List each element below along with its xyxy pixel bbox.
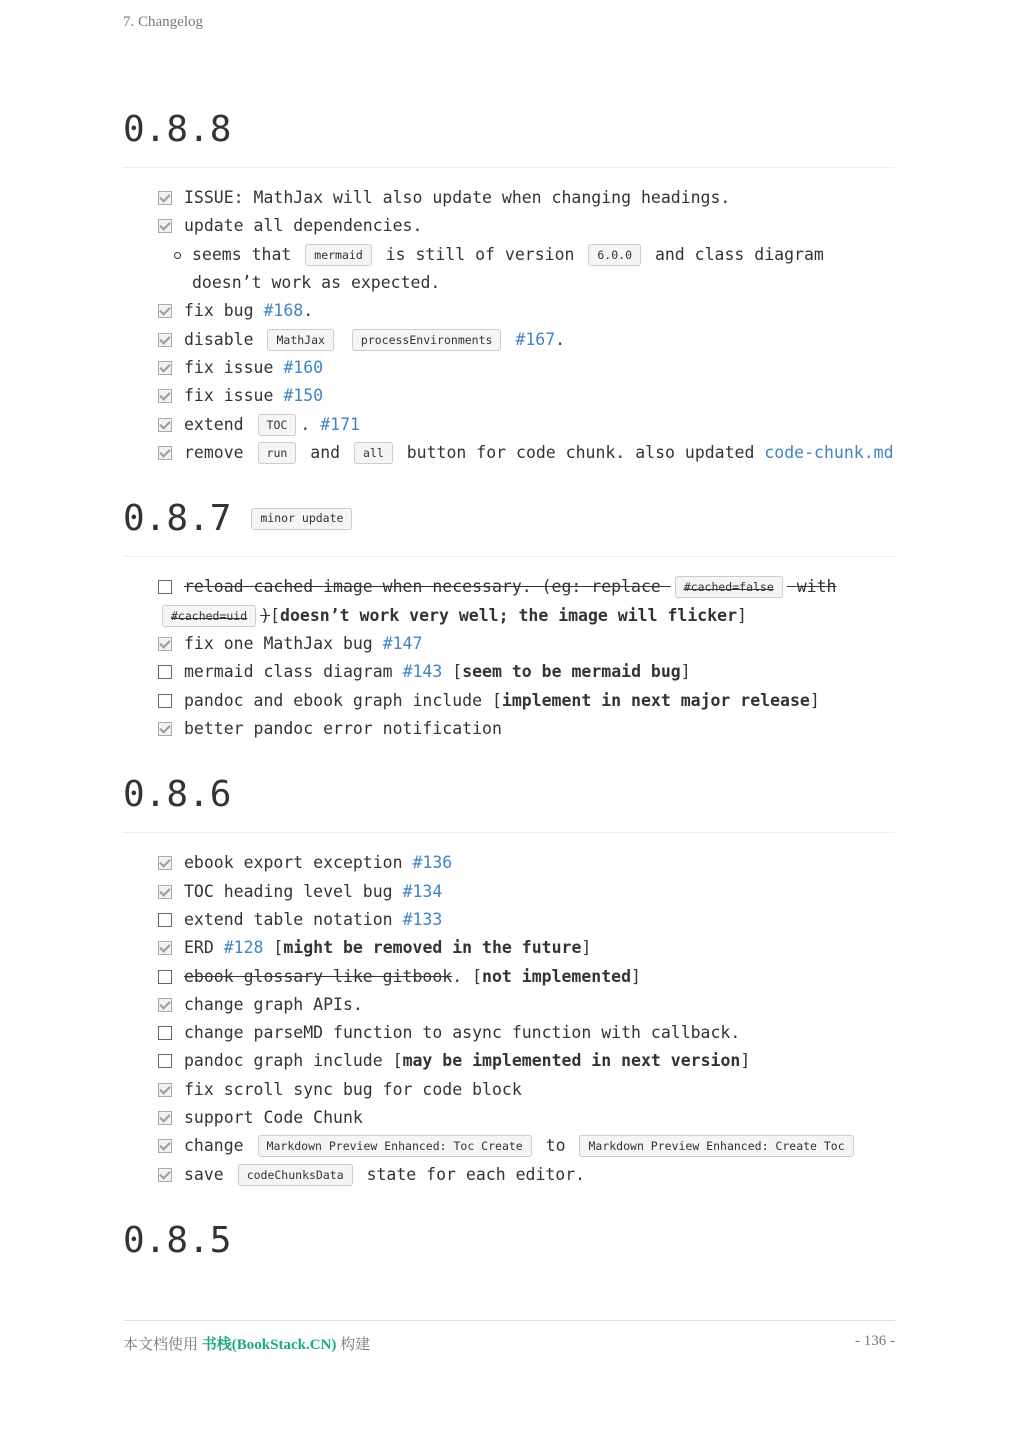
- list-item: reload cached image when necessary. (eg: replace #cached=false with #cached=uid )[doesn’t work very well; the image will flicker]: [158, 573, 895, 630]
- list-item: extend table notation #133: [158, 906, 895, 934]
- list-item: mermaid class diagram #143 [seem to be mermaid bug]: [158, 658, 895, 686]
- footer-suffix: 构建: [340, 1337, 371, 1353]
- sub-list: [158, 241, 895, 298]
- changelog-content: [123, 108, 895, 1308]
- checkbox-checked-icon[interactable]: [158, 1168, 172, 1182]
- inline-code: #cached=false: [675, 576, 783, 598]
- section-0-8-7: [123, 497, 895, 743]
- task-list: [123, 184, 895, 467]
- checkbox-checked-icon[interactable]: [158, 885, 172, 899]
- list-item: ERD #128 [might be removed in the future]: [158, 934, 895, 962]
- page-footer: [123, 1320, 895, 1354]
- running-header: 7. Changelog: [123, 14, 203, 30]
- checkbox-unchecked-icon[interactable]: [158, 913, 172, 927]
- list-item: TOC heading level bug #134: [158, 878, 895, 906]
- issue-link[interactable]: #171: [320, 414, 360, 434]
- footer-brand-link[interactable]: 书栈(BookStack.CN): [201, 1337, 337, 1353]
- issue-link[interactable]: #167: [515, 329, 556, 349]
- inline-code: #cached=uid: [162, 605, 256, 627]
- version-heading: 0.8.5: [123, 1219, 232, 1261]
- checkbox-checked-icon[interactable]: [158, 637, 172, 651]
- inline-code: MathJax: [267, 329, 333, 351]
- list-item: change Markdown Preview Enhanced: Toc Create to Markdown Preview Enhanced: Create Toc: [158, 1132, 895, 1160]
- checkbox-checked-icon[interactable]: [158, 418, 172, 432]
- checkbox-checked-icon[interactable]: [158, 191, 172, 205]
- list-item: fix issue #160: [158, 354, 895, 382]
- list-item: better pandoc error notification: [158, 715, 895, 743]
- list-item: change graph APIs.: [158, 991, 895, 1019]
- checkbox-unchecked-icon[interactable]: [158, 694, 172, 708]
- page-number: - 136 -: [855, 1333, 895, 1349]
- inline-code: mermaid: [305, 244, 371, 266]
- inline-code: all: [354, 442, 393, 464]
- list-item: change parseMD function to async function with callback.: [158, 1019, 895, 1047]
- list-item: update all dependencies.: [158, 212, 895, 240]
- list-item: fix one MathJax bug #147: [158, 630, 895, 658]
- list-item: pandoc and ebook graph include [implement in next major release]: [158, 687, 895, 715]
- checkbox-unchecked-icon[interactable]: [158, 1026, 172, 1040]
- list-item: remove run and all button for code chunk. also updated code-chunk.md: [158, 439, 895, 467]
- list-item: disable MathJax processEnvironments #167.: [158, 326, 895, 354]
- issue-link[interactable]: #143: [402, 662, 443, 682]
- inline-code: TOC: [258, 414, 297, 436]
- footer-prefix: 本文档使用: [123, 1337, 199, 1353]
- checkbox-checked-icon[interactable]: [158, 941, 172, 955]
- bold-note: doesn’t work very well; the image will flicker: [280, 605, 738, 625]
- issue-link[interactable]: #168: [263, 301, 304, 321]
- checkbox-checked-icon[interactable]: [158, 1139, 172, 1153]
- issue-link[interactable]: #150: [283, 386, 324, 406]
- section-0-8-8: [123, 108, 895, 467]
- list-item: fix issue #150: [158, 382, 895, 410]
- inline-code: 6.0.0: [588, 244, 641, 266]
- section-0-8-6: [123, 773, 895, 1189]
- checkbox-checked-icon[interactable]: [158, 856, 172, 870]
- list-item: fix scroll sync bug for code block: [158, 1076, 895, 1104]
- version-tag: minor update: [251, 508, 352, 530]
- list-item: fix bug #168.: [158, 297, 895, 325]
- sub-list-container: [158, 241, 895, 298]
- checkbox-unchecked-icon[interactable]: [158, 1054, 172, 1068]
- bold-note: might be removed in the future: [283, 938, 582, 958]
- bold-note: not implemented: [482, 966, 632, 986]
- issue-link[interactable]: #147: [382, 633, 423, 653]
- issue-link[interactable]: #136: [412, 853, 453, 873]
- version-heading: 0.8.7 minor update: [123, 497, 895, 557]
- list-item: pandoc graph include [may be implemented in next version]: [158, 1047, 895, 1075]
- bold-note: implement in next major release: [501, 690, 810, 710]
- issue-link[interactable]: #128: [223, 938, 264, 958]
- list-item: save codeChunksData state for each editor.: [158, 1161, 895, 1189]
- checkbox-checked-icon[interactable]: [158, 998, 172, 1012]
- list-item: support Code Chunk: [158, 1104, 895, 1132]
- issue-link[interactable]: #133: [402, 909, 443, 929]
- checkbox-checked-icon[interactable]: [158, 304, 172, 318]
- issue-link[interactable]: #160: [283, 357, 324, 377]
- inline-code: Markdown Preview Enhanced: Create Toc: [579, 1135, 853, 1157]
- doc-link[interactable]: code-chunk.md: [764, 442, 894, 462]
- checkbox-unchecked-icon[interactable]: [158, 580, 172, 594]
- checkbox-checked-icon[interactable]: [158, 1083, 172, 1097]
- section-0-8-5: [123, 1219, 895, 1278]
- checkbox-checked-icon[interactable]: [158, 219, 172, 233]
- checkbox-checked-icon[interactable]: [158, 722, 172, 736]
- checkbox-checked-icon[interactable]: [158, 361, 172, 375]
- version-heading: 0.8.6: [123, 773, 895, 833]
- checkbox-checked-icon[interactable]: [158, 1111, 172, 1125]
- task-list: [123, 573, 895, 743]
- checkbox-checked-icon[interactable]: [158, 389, 172, 403]
- list-item: ebook export exception #136: [158, 849, 895, 877]
- checkbox-unchecked-icon[interactable]: [158, 665, 172, 679]
- list-item: extend TOC . #171: [158, 411, 895, 439]
- checkbox-checked-icon[interactable]: [158, 446, 172, 460]
- checkbox-checked-icon[interactable]: [158, 333, 172, 347]
- checkbox-unchecked-icon[interactable]: [158, 970, 172, 984]
- inline-code: processEnvironments: [352, 329, 502, 351]
- sub-list-item: seems that mermaid is still of version 6.0.0 and class diagram doesn’t work as expected.: [192, 241, 895, 298]
- list-item: ISSUE: MathJax will also update when changing headings.: [158, 184, 895, 212]
- bold-note: may be implemented in next version: [402, 1051, 741, 1071]
- bold-note: seem to be mermaid bug: [462, 662, 681, 682]
- inline-code: codeChunksData: [238, 1164, 353, 1186]
- task-list: [123, 849, 895, 1189]
- inline-code: run: [258, 442, 297, 464]
- version-heading: 0.8.8: [123, 108, 895, 168]
- list-item: ebook glossary like gitbook. [not implemented]: [158, 963, 895, 991]
- inline-code: Markdown Preview Enhanced: Toc Create: [258, 1135, 532, 1157]
- issue-link[interactable]: #134: [402, 881, 443, 901]
